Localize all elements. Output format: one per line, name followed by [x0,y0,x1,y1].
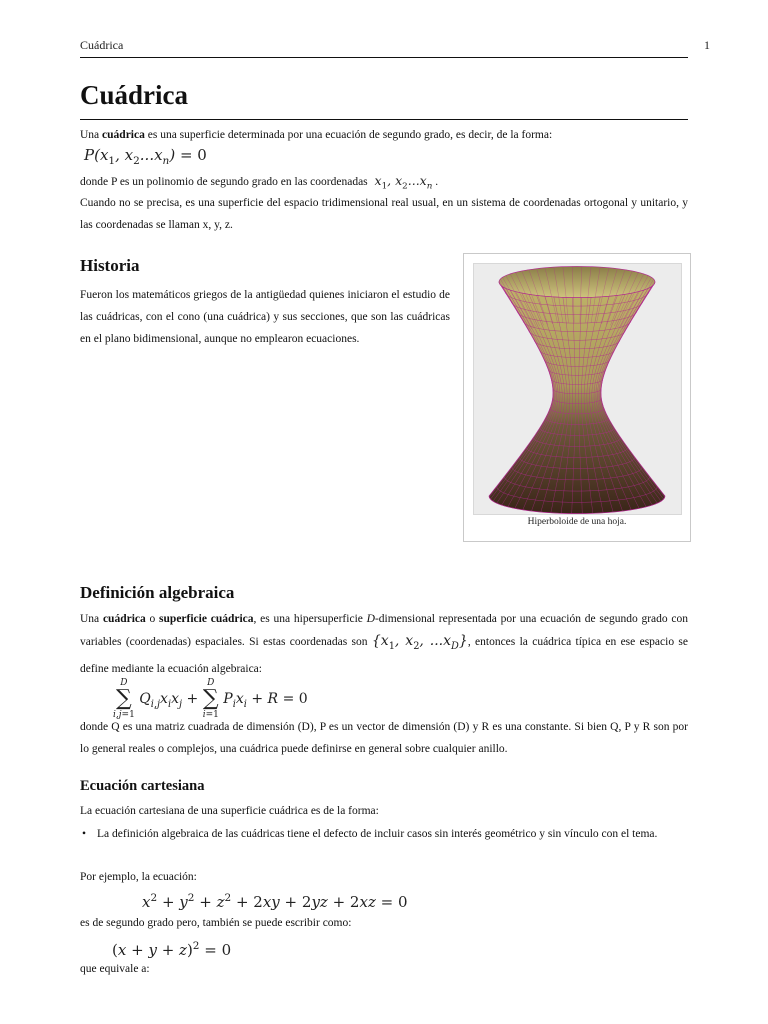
cartesiana-bullet-list [80,823,688,845]
list-item: • La definición algebraica de las cuádricas tiene el defecto de incluir casos sin interés geométrico y sin vínculo con el tema. [80,823,688,845]
equation-quadric-general: D ∑ i,j=1 $Q_{i,j}x_ix_j$ + D ∑ i=1 $P_ix_i + R = 0$ [113,678,308,720]
term-cuadrica: cuádrica [102,129,145,141]
intro-space-paragraph: Cuando no se precisa, es una superficie del espacio tridimensional real usual, en un sistema de coordenadas ortogonal y unitario, y las coordenadas se llaman x, y, z. [80,197,688,231]
equation-example-factored: $(x + y + z)^2 = 0$ [112,940,232,959]
historia-paragraph: Fueron los matemáticos griegos de la antigüedad quienes iniciaron el estudio de las cuádricas, con el cono (una cuádrica) y sus secciones, que son las cuádricas en el plano bidimensional, aunque no emplearon ecuaciones. [80,289,450,345]
cartesiana-after-eq1: es de segundo grado pero, también se puede escribir como: [80,917,352,929]
hyperboloid-surface [489,282,665,514]
math-coordinates: $x_1$, $x_2...x_n$ [374,173,433,192]
definicion-explanation: donde Q es una matriz cuadrada de dimensión (D), P es un vector de dimensión (D) y R es una constante. Si bien Q, P y R son por lo general reales o complejos, una cuádrica puede definirse en general sobre cualquier anillo. [80,721,688,755]
hyperboloid-image [474,264,681,514]
cartesiana-intro: La ecuación cartesiana de una superficie cuádrica es de la forma: [80,805,379,817]
cartesiana-after-eq2: que equivale a: [80,963,150,975]
figure-caption: Hiperboloide de una hoja. [527,517,627,527]
figure-image-frame [473,263,682,515]
intro-polynomial-note: donde P es un polinomio de segundo grado en las coordenadas $x_1$, $x_2...x_n$ . [80,173,439,192]
section-heading-definicion: Definición algebraica [80,583,235,602]
title-rule [80,119,688,120]
section-heading-historia: Historia [80,256,140,275]
page-title: Cuádrica [80,80,188,110]
definicion-paragraph: Una cuádrica o superficie cuádrica, es una hipersuperficie D-dimensional representada por una ecuación de segundo grado con variables (coordenadas) espaciales. Si estas coordenadas son {$x_1$, $x_2$, $...x_D$}, entonces la cuádrica típica en ese espacio se define mediante la ecuación algebraica: [80,613,689,675]
page-number: 1 [704,38,710,52]
figure-hyperboloid [463,253,691,542]
intro-paragraph: Una cuádrica es una superficie determinada por una ecuación de segundo grado, es decir, de la forma: [80,129,553,141]
cartesiana-example-intro: Por ejemplo, la ecuación: [80,871,197,883]
header-rule [80,57,688,58]
section-heading-cartesiana: Ecuación cartesiana [80,778,205,794]
running-header-title: Cuádrica [80,38,124,52]
equation-polynomial: $P(x_1$, $x_2...x_n) = 0$ [84,146,207,167]
math-coordinate-set: {$x_1$, $x_2$, $...x_D$} [371,633,468,652]
equation-example-expanded: $x^2 + y^2 + z^2 + 2xy + 2yz + 2xz = 0$ [142,892,408,911]
